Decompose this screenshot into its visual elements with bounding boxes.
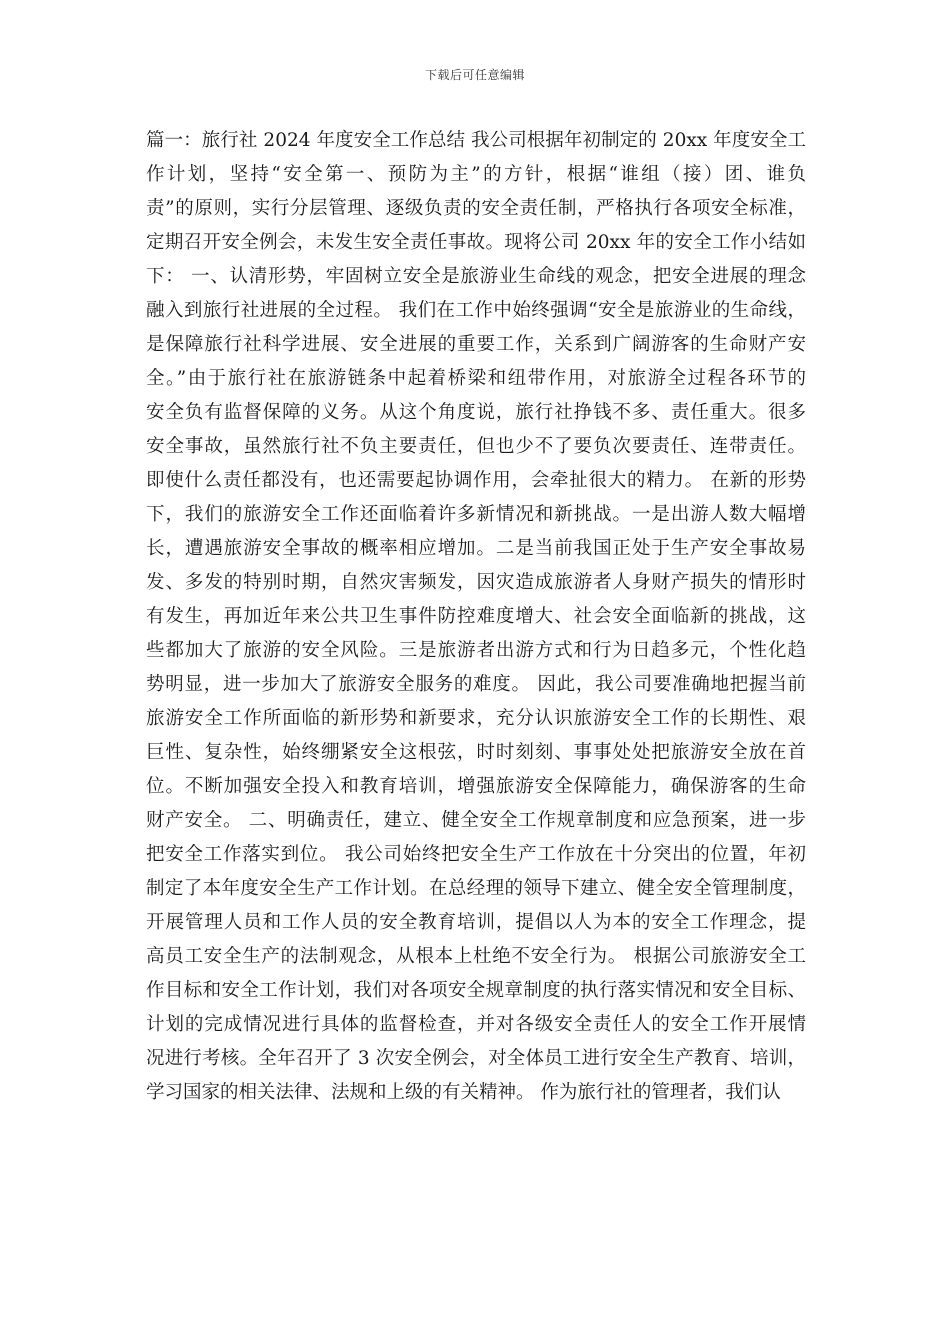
text-line: 财产安全。 二、明确责任，建立、健全安全工作规章制度和应急预案，进一步 [146, 810, 806, 831]
text-line: 把安全工作落实到位。 我公司始终把安全生产工作放在十分突出的位置，年初 [146, 844, 806, 865]
text-line: 长，遭遇旅游安全事故的概率相应增加。二是当前我国正处于生产安全事故易 [146, 538, 806, 559]
text-line: 开展管理人员和工作人员的安全教育培训，提倡以人为本的安全工作理念，提 [146, 912, 806, 933]
text-line: 融入到旅行社进展的全过程。 我们在工作中始终强调“安全是旅游业的生命线， [146, 300, 806, 321]
text-line: 安全事故，虽然旅行社不负主要责任，但也少不了要负次要责任、连带责任。 [146, 436, 806, 457]
text-line: 势明显，进一步加大了旅游安全服务的难度。 因此，我公司要准确地把握当前 [146, 674, 806, 695]
text-line: 下，我们的旅游安全工作还面临着许多新情况和新挑战。一是出游人数大幅增 [146, 504, 806, 525]
text-line: 作计划，坚持“安全第一、预防为主”的方针，根据“谁组（接）团、谁负 [146, 164, 806, 185]
text-line: 制定了本年度安全生产工作计划。在总经理的领导下建立、健全安全管理制度， [146, 878, 806, 899]
text-line: 巨性、复杂性，始终绷紧安全这根弦，时时刻刻、事事处处把旅游安全放在首 [146, 742, 806, 763]
body-text [146, 124, 806, 1110]
text-line: 是保障旅行社科学进展、安全进展的重要工作，关系到广阔游客的生命财产安 [146, 334, 806, 355]
text-line: 责”的原则，实行分层管理、逐级负责的安全责任制，严格执行各项安全标准， [146, 198, 806, 219]
text-line: 发、多发的特别时期，自然灾害频发，因灾造成旅游者人身财产损失的情形时 [146, 572, 806, 593]
text-line: 定期召开安全例会，未发生安全责任事故。现将公司 20xx 年的安全工作小结如 [146, 232, 806, 253]
text-line: 位。不断加强安全投入和教育培训，增强旅游安全保障能力，确保游客的生命 [146, 776, 806, 797]
text-line: 全。”由于旅行社在旅游链条中起着桥梁和纽带作用，对旅游全过程各环节的 [146, 368, 806, 389]
text-line: 高员工安全生产的法制观念，从根本上杜绝不安全行为。 根据公司旅游安全工 [146, 946, 806, 967]
text-line: 学习国家的相关法律、法规和上级的有关精神。 作为旅行社的管理者，我们认 [146, 1082, 781, 1103]
text-line: 况进行考核。全年召开了 3 次安全例会，对全体员工进行安全生产教育、培训， [146, 1048, 806, 1069]
text-line: 篇一：旅行社 2024 年度安全工作总结 我公司根据年初制定的 20xx 年度安全工 [146, 130, 806, 151]
text-line: 安全负有监督保障的义务。从这个角度说，旅行社挣钱不多、责任重大。很多 [146, 402, 806, 423]
header-note: 下载后可任意编辑 [424, 68, 525, 82]
text-line: 即使什么责任都没有，也还需要起协调作用，会牵扯很大的精力。 在新的形势 [146, 470, 806, 491]
text-line: 作目标和安全工作计划，我们对各项安全规章制度的执行落实情况和安全目标、 [146, 980, 806, 1001]
text-line: 些都加大了旅游的安全风险。三是旅游者出游方式和行为日趋多元，个性化趋 [146, 640, 806, 661]
text-line: 有发生，再加近年来公共卫生事件防控难度增大、社会安全面临新的挑战，这 [146, 606, 806, 627]
text-line: 计划的完成情况进行具体的监督检查，并对各级安全责任人的安全工作开展情 [146, 1014, 806, 1035]
text-line: 旅游安全工作所面临的新形势和新要求，充分认识旅游安全工作的长期性、艰 [146, 708, 806, 729]
text-line: 下： 一、认清形势，牢固树立安全是旅游业生命线的观念，把安全进展的理念 [146, 266, 806, 287]
